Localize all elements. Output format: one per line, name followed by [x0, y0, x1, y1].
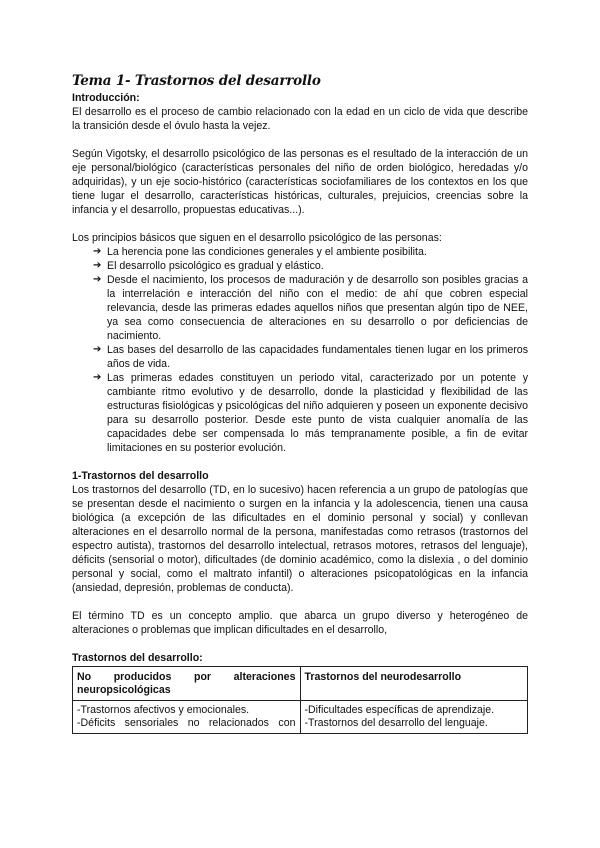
- arrow-icon: ➔: [93, 274, 102, 285]
- table-cell-item: -Trastornos afectivos y emocionales.: [77, 704, 250, 716]
- section-1-paragraph-1: Los trastornos del desarrollo (TD, en lo sucesivo) hacen referencia a un grupo de patologías que se presentan desde el nacimiento o surgen en la infancia y la adolescencia, tienen una causa biológica (a excepción de las dificultades en el dominio personal y social) y conllevan alteraciones en el desarrollo normal de la persona, manifestadas como retrasos (trastornos del espectro autista), trastornos del desarrollo intelectual, retrasos motores, retrasos del lenguaje), déficits (sensorial o motor), dificultades (de dominio académico, como la dislexia , o del dominio personal y social, como el maltrato infantil) o alteraciones psicopatológicas en la infancia (ansiedad, depresión, problemas de conducta).: [72, 484, 528, 594]
- list-item: ➔ La herencia pone las condiciones generales y el ambiente posibilita.: [93, 246, 427, 258]
- arrow-icon: ➔: [93, 246, 102, 257]
- arrow-icon: ➔: [93, 260, 102, 271]
- table-header-col-2: Trastornos del neurodesarrollo: [300, 667, 528, 701]
- intro-paragraph-2: Según Vigotsky, el desarrollo psicológico de las personas es el resultado de la interacción de un eje personal/biológico (características personales del niño de orden biológico, heredadas y/o adquiridas), y un eje socio-histórico (características sociofamiliares de los contextos en los que tiene lugar el desarrollo, características históricas, culturales, prejuicios, creencias sobre la infancia y el desarrollo, propuestas educativas...).: [72, 148, 528, 216]
- arrow-icon: ➔: [93, 344, 102, 355]
- section-1-heading: 1-Trastornos del desarrollo: [72, 470, 209, 482]
- principles-list: [72, 245, 528, 455]
- table-cell-item: -Dificultades específicas de aprendizaje.: [304, 704, 495, 716]
- table-header-col-1-line-1: No producidos por alteraciones: [77, 671, 296, 683]
- table-header-col-1: [73, 667, 301, 701]
- list-item: ➔ Las primeras edades constituyen un periodo vital, caracterizado por un potente y cambiante ritmo evolutivo y de desarrollo, donde la plasticidad y flexibilidad de las estructuras fisiológicas y psicológicas del niño adquieren y poseen un exponente decisivo para su desarrollo posterior. Desde este punto de vista cualquier anomalía de las capacidades debe ser compensada lo más tempranamente posible, a fin de evitar limitaciones en su posterior evolución.: [93, 372, 528, 454]
- list-item: ➔ Desde el nacimiento, los procesos de maduración y de desarrollo son posibles gracias a la interrelación e interacción del niño con el medio: de ahí que cobren especial relevancia, desde las primeras edades aquellos niños que presentan algún tipo de NEE, ya sea como consecuencia de alteraciones en su desarrollo o por deficiencias de nacimiento.: [93, 274, 528, 342]
- table-row: [73, 701, 528, 734]
- disorders-table: [72, 666, 528, 734]
- arrow-icon: ➔: [93, 372, 102, 383]
- intro-heading: Introducción:: [72, 92, 140, 104]
- section-1-paragraph-2: El término TD es un concepto amplio. que abarca un grupo diverso y heterogéneo de alteraciones o problemas que implican dificultades en el desarrollo,: [72, 610, 528, 636]
- document-content: [72, 72, 528, 734]
- intro-paragraph-1: El desarrollo es el proceso de cambio relacionado con la edad en un ciclo de vida que describe la transición desde el óvulo hasta la vejez.: [72, 106, 528, 132]
- table-header-row: [73, 667, 528, 701]
- table-heading: Trastornos del desarrollo:: [72, 652, 203, 664]
- list-item: ➔ Las bases del desarrollo de las capacidades fundamentales tienen lugar en los primeros años de vida.: [93, 344, 528, 370]
- table-cell-item: -Trastornos del desarrollo del lenguaje.: [304, 717, 488, 729]
- document-title: Tema 1- Trastornos del desarrollo: [72, 73, 321, 89]
- table-cell-col-1: [73, 701, 301, 734]
- table-cell-col-2: [300, 701, 528, 734]
- list-item: ➔ El desarrollo psicológico es gradual y elástico.: [93, 260, 324, 272]
- intro-paragraph-3: Los principios básicos que siguen en el desarrollo psicológico de las personas:: [72, 232, 442, 244]
- table-header-col-1-line-2: neuropsicológicas: [77, 684, 171, 696]
- table-cell-item: -Déficits sensoriales no relacionados con: [77, 717, 296, 729]
